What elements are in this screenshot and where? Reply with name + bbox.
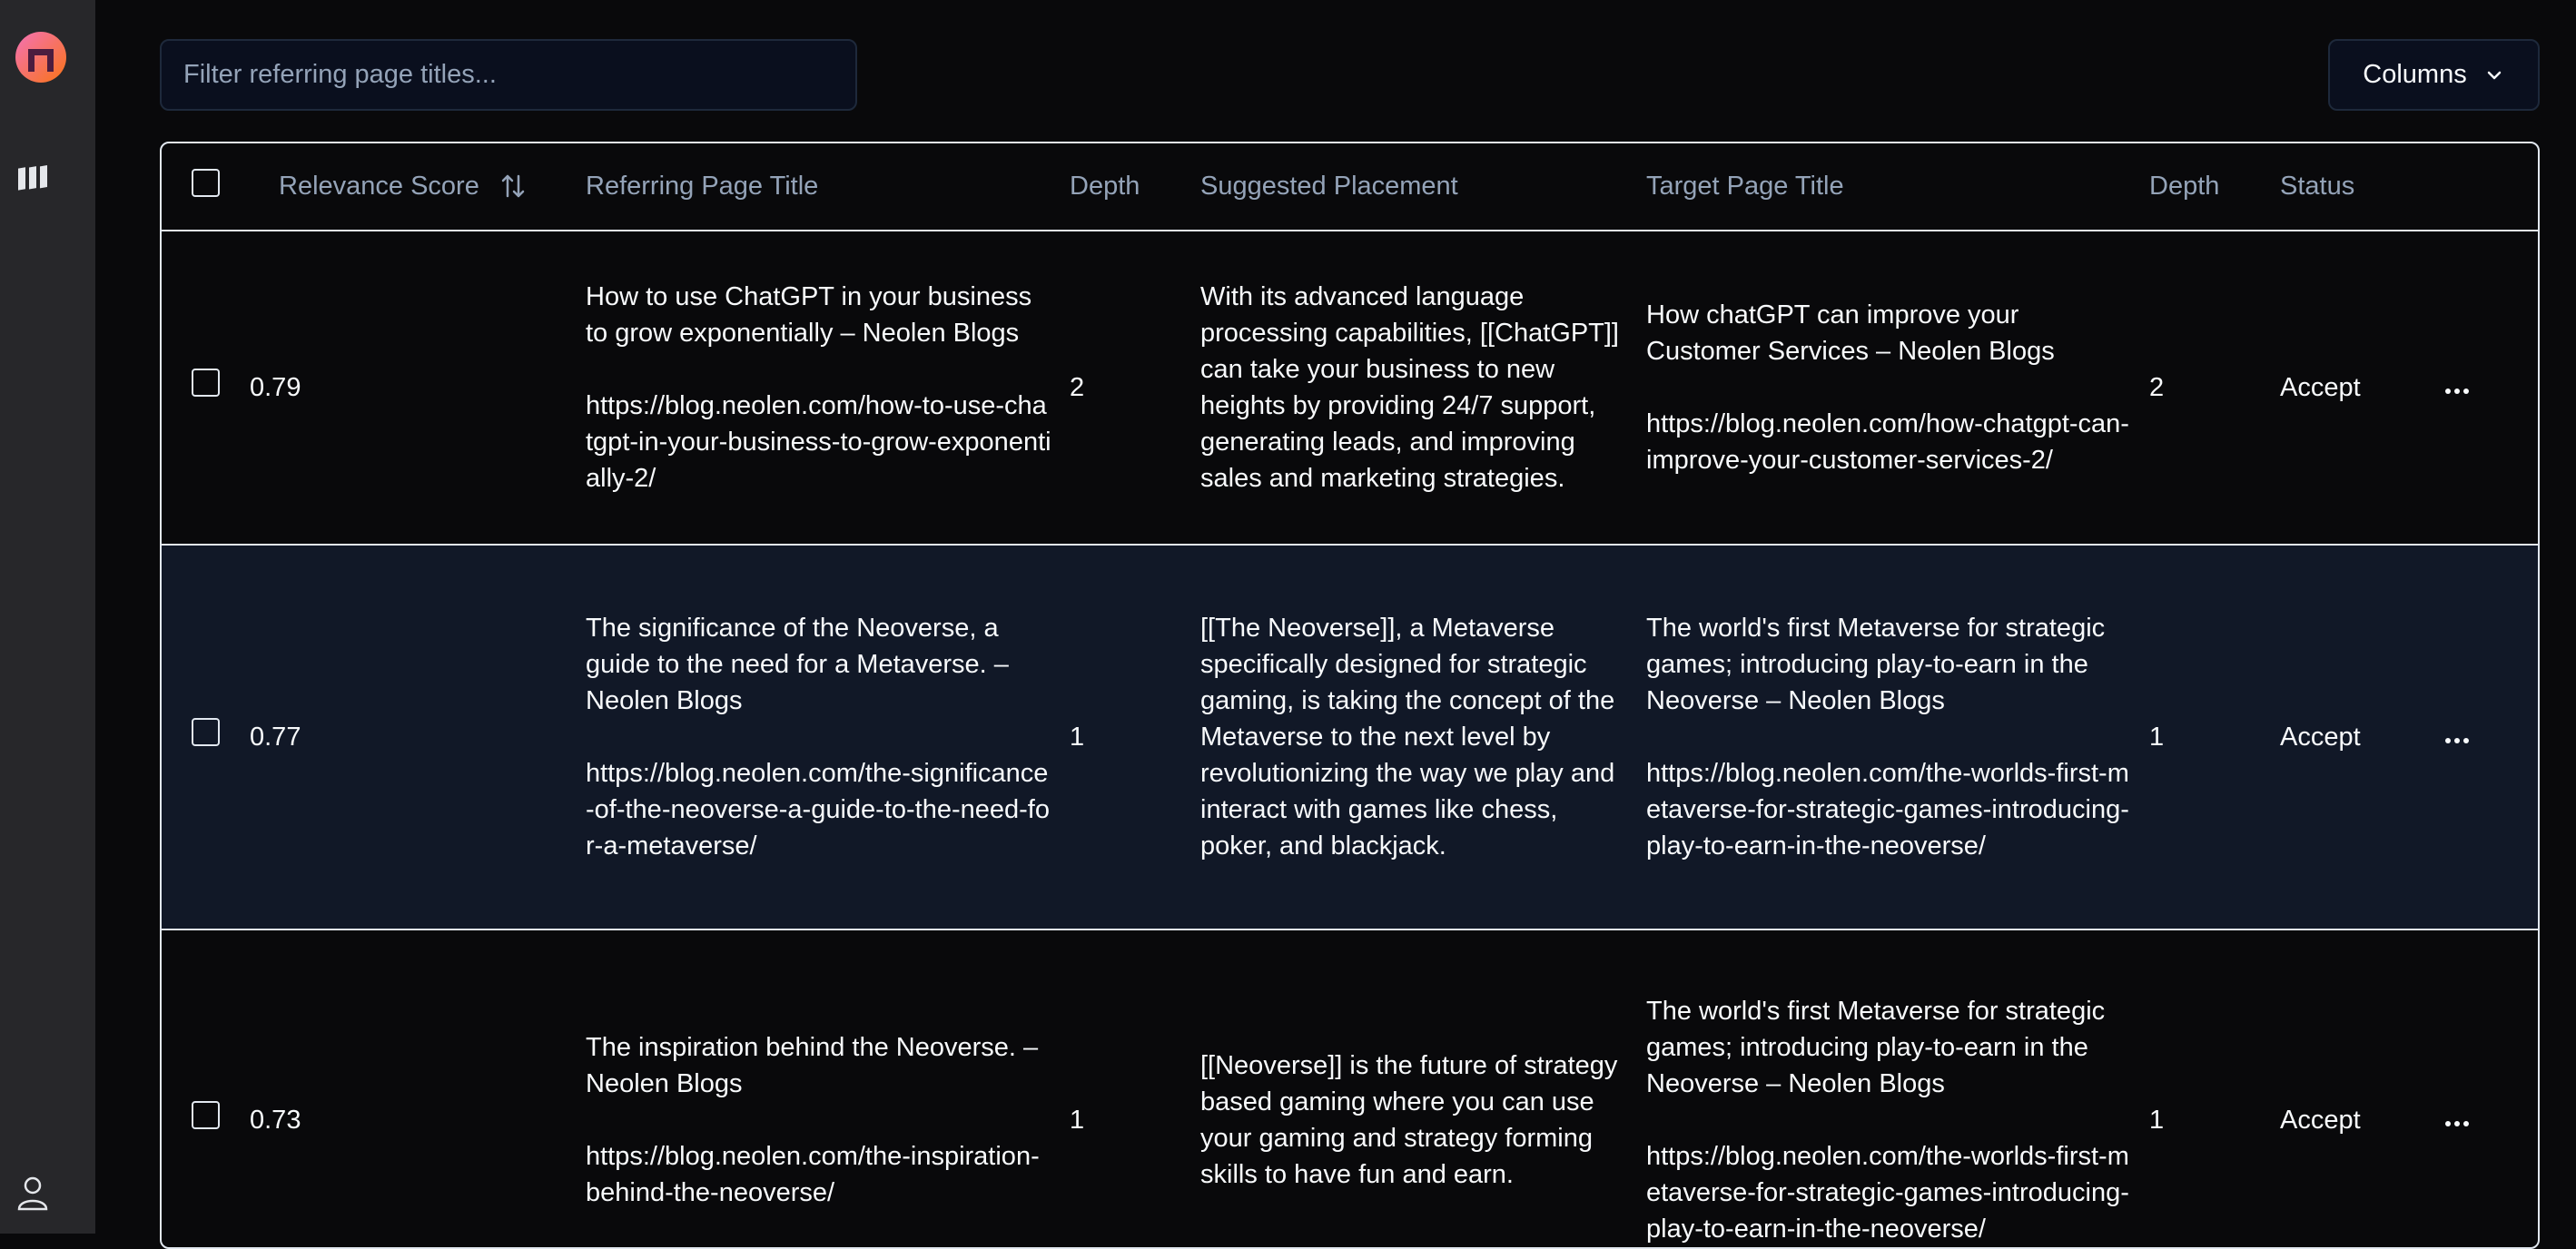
referring-page-url: https://blog.neolen.com/the-inspiration-behind-the-neoverse/ bbox=[586, 1142, 1040, 1207]
target-depth: 1 bbox=[2149, 929, 2280, 1249]
status-accept[interactable]: Accept bbox=[2280, 231, 2443, 545]
referring-depth: 2 bbox=[1070, 231, 1200, 545]
main-content bbox=[95, 0, 2576, 1244]
table-row[interactable] bbox=[162, 929, 2540, 1249]
status-accept[interactable]: Accept bbox=[2280, 545, 2443, 929]
referring-page-url: https://blog.neolen.com/how-to-use-chatgpt-in-your-business-to-grow-exponentially-2/ bbox=[586, 391, 1051, 493]
row-checkbox[interactable] bbox=[192, 369, 220, 397]
status-accept[interactable]: Accept bbox=[2280, 929, 2443, 1249]
referring-page-title: How to use ChatGPT in your business to grow exponentially – Neolen Blogs bbox=[586, 282, 1032, 348]
sort-icon[interactable] bbox=[499, 172, 527, 200]
more-options-icon[interactable] bbox=[2443, 387, 2471, 396]
relevance-score: 0.77 bbox=[250, 545, 586, 929]
target-depth: 1 bbox=[2149, 545, 2280, 929]
table-row[interactable] bbox=[162, 545, 2540, 929]
header-actions bbox=[2443, 143, 2540, 231]
target-page-url: https://blog.neolen.com/the-worlds-first-metaverse-for-strategic-games-introducing-play-to-earn-in-the-neoverse/ bbox=[1646, 759, 2129, 861]
row-checkbox[interactable] bbox=[192, 1101, 220, 1129]
app-logo[interactable] bbox=[15, 31, 67, 84]
more-options-icon[interactable] bbox=[2443, 736, 2471, 745]
suggested-placement: [[The Neoverse]], a Metaverse specifically designed for strategic gaming, is taking the concept of the Metaverse to the next level by revolutionizing the way we play and interact with games like chess, poker, and blackjack. bbox=[1200, 545, 1646, 929]
header-suggested-placement: Suggested Placement bbox=[1200, 143, 1646, 231]
dashboard-icon[interactable] bbox=[16, 162, 51, 196]
suggested-placement: [[Neoverse]] is the future of strategy based gaming where you can use your gaming and strategy forming skills to have fun and earn. bbox=[1200, 929, 1646, 1249]
columns-button-label: Columns bbox=[2363, 60, 2467, 89]
header-referring-page-title: Referring Page Title bbox=[586, 143, 1070, 231]
columns-button[interactable] bbox=[2328, 39, 2540, 111]
links-table bbox=[160, 142, 2540, 1249]
header-status: Status bbox=[2280, 143, 2443, 231]
header-target-depth: Depth bbox=[2149, 143, 2280, 231]
referring-page-url: https://blog.neolen.com/the-significance-of-the-neoverse-a-guide-to-the-need-for-a-metaverse/ bbox=[586, 759, 1050, 861]
sidebar bbox=[0, 0, 95, 1234]
user-icon[interactable] bbox=[16, 1175, 49, 1211]
header-relevance-score[interactable]: Relevance Score bbox=[250, 143, 586, 231]
header-target-page-title: Target Page Title bbox=[1646, 143, 2149, 231]
filter-input[interactable] bbox=[160, 39, 857, 111]
chevron-down-icon bbox=[2483, 64, 2505, 86]
referring-depth: 1 bbox=[1070, 545, 1200, 929]
more-options-icon[interactable] bbox=[2443, 1119, 2471, 1128]
target-page-title: How chatGPT can improve your Customer Services – Neolen Blogs bbox=[1646, 300, 2055, 366]
referring-page-title: The inspiration behind the Neoverse. – Neolen Blogs bbox=[586, 1033, 1039, 1098]
relevance-score: 0.79 bbox=[250, 231, 586, 545]
table-header-row bbox=[162, 143, 2540, 231]
target-page-url: https://blog.neolen.com/the-worlds-first-metaverse-for-strategic-games-introducing-play-to-earn-in-the-neoverse/ bbox=[1646, 1142, 2129, 1244]
target-depth: 2 bbox=[2149, 231, 2280, 545]
row-checkbox[interactable] bbox=[192, 718, 220, 746]
referring-depth: 1 bbox=[1070, 929, 1200, 1249]
header-depth: Depth bbox=[1070, 143, 1200, 231]
select-all-checkbox[interactable] bbox=[192, 169, 220, 197]
table-row[interactable] bbox=[162, 231, 2540, 545]
target-page-url: https://blog.neolen.com/how-chatgpt-can-improve-your-customer-services-2/ bbox=[1646, 409, 2129, 475]
suggested-placement: With its advanced language processing capabilities, [[ChatGPT]] can take your business to new heights by providing 24/7 support, generating leads, and improving sales and marketing strategies. bbox=[1200, 231, 1646, 545]
target-page-title: The world's first Metaverse for strategic games; introducing play-to-earn in the Neoverse – Neolen Blogs bbox=[1646, 997, 2106, 1098]
referring-page-title: The significance of the Neoverse, a guide to the need for a Metaverse. – Neolen Blogs bbox=[586, 614, 1009, 715]
relevance-score: 0.73 bbox=[250, 929, 586, 1249]
target-page-title: The world's first Metaverse for strategic games; introducing play-to-earn in the Neoverse – Neolen Blogs bbox=[1646, 614, 2106, 715]
